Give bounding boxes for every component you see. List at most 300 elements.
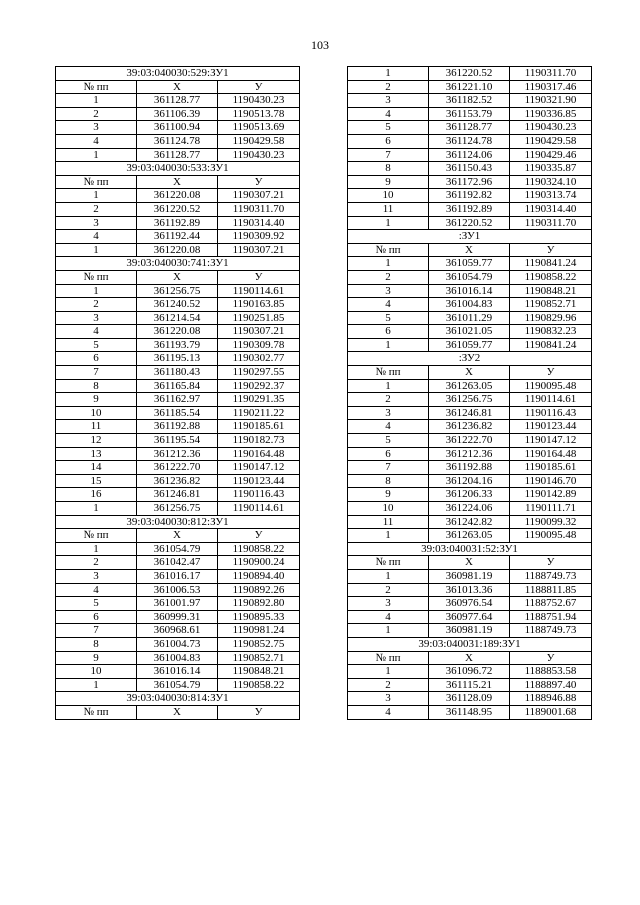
point-number: 4 bbox=[348, 610, 429, 624]
x-coordinate: 361220.52 bbox=[429, 67, 510, 81]
x-coordinate: 361150.43 bbox=[429, 162, 510, 176]
point-number: 4 bbox=[56, 325, 137, 339]
y-coordinate: 1188752.67 bbox=[510, 597, 592, 611]
x-coordinate: 361013.36 bbox=[429, 583, 510, 597]
coordinate-row bbox=[56, 134, 300, 148]
point-number: 3 bbox=[56, 569, 137, 583]
point-number: 4 bbox=[56, 230, 137, 244]
y-coordinate: 1190430.23 bbox=[218, 94, 300, 108]
header-number: № пп bbox=[56, 175, 137, 189]
point-number: 1 bbox=[348, 665, 429, 679]
x-coordinate: 361256.75 bbox=[429, 393, 510, 407]
coordinate-row bbox=[56, 216, 300, 230]
y-coordinate: 1190892.80 bbox=[218, 597, 300, 611]
y-coordinate: 1190321.90 bbox=[510, 94, 592, 108]
coordinate-row bbox=[56, 379, 300, 393]
point-number: 2 bbox=[56, 107, 137, 121]
parcel-title-row bbox=[56, 162, 300, 176]
header-x: Х bbox=[137, 705, 218, 719]
coordinate-row bbox=[348, 624, 592, 638]
point-number: 6 bbox=[56, 352, 137, 366]
parcel-title-row bbox=[56, 515, 300, 529]
x-coordinate: 360968.61 bbox=[137, 624, 218, 638]
x-coordinate: 361256.75 bbox=[137, 502, 218, 516]
point-number: 4 bbox=[348, 705, 429, 719]
x-coordinate: 361128.77 bbox=[137, 94, 218, 108]
coordinate-row bbox=[348, 189, 592, 203]
header-number: № пп bbox=[56, 270, 137, 284]
coordinate-row bbox=[56, 366, 300, 380]
coordinate-row bbox=[348, 420, 592, 434]
point-number: 9 bbox=[348, 175, 429, 189]
coordinate-row bbox=[348, 569, 592, 583]
coordinate-row bbox=[348, 474, 592, 488]
point-number: 2 bbox=[348, 393, 429, 407]
y-coordinate: 1190335.87 bbox=[510, 162, 592, 176]
column-header-row bbox=[56, 80, 300, 94]
point-number: 1 bbox=[348, 67, 429, 81]
point-number: 5 bbox=[348, 434, 429, 448]
x-coordinate: 361192.44 bbox=[137, 230, 218, 244]
parcel-title: 39:03:040030:814:ЗУ1 bbox=[56, 692, 300, 706]
y-coordinate: 1190297.55 bbox=[218, 366, 300, 380]
coordinate-row bbox=[348, 393, 592, 407]
x-coordinate: 361006.53 bbox=[137, 583, 218, 597]
point-number: 8 bbox=[56, 379, 137, 393]
point-number: 5 bbox=[56, 338, 137, 352]
point-number: 10 bbox=[348, 502, 429, 516]
y-coordinate: 1190430.23 bbox=[510, 121, 592, 135]
x-coordinate: 361016.14 bbox=[137, 665, 218, 679]
column-header-row bbox=[56, 270, 300, 284]
y-coordinate: 1190095.48 bbox=[510, 529, 592, 543]
coordinate-row bbox=[348, 488, 592, 502]
coordinate-row bbox=[56, 488, 300, 502]
y-coordinate: 1190309.78 bbox=[218, 338, 300, 352]
y-coordinate: 1190307.21 bbox=[218, 189, 300, 203]
coordinate-row bbox=[348, 705, 592, 719]
y-coordinate: 1190513.69 bbox=[218, 121, 300, 135]
coordinate-row bbox=[348, 284, 592, 298]
x-coordinate: 361165.84 bbox=[137, 379, 218, 393]
x-coordinate: 361001.97 bbox=[137, 597, 218, 611]
header-x: Х bbox=[429, 366, 510, 380]
y-coordinate: 1188811.85 bbox=[510, 583, 592, 597]
point-number: 15 bbox=[56, 474, 137, 488]
point-number: 9 bbox=[56, 393, 137, 407]
parcel-title: 39:03:040030:741:ЗУ1 bbox=[56, 257, 300, 271]
column-header-row bbox=[348, 366, 592, 380]
coordinate-row bbox=[348, 325, 592, 339]
x-coordinate: 361096.72 bbox=[429, 665, 510, 679]
x-coordinate: 361193.79 bbox=[137, 338, 218, 352]
x-coordinate: 361016.14 bbox=[429, 284, 510, 298]
coordinate-row bbox=[348, 94, 592, 108]
y-coordinate: 1190146.70 bbox=[510, 474, 592, 488]
header-number: № пп bbox=[348, 556, 429, 570]
coordinate-row bbox=[56, 502, 300, 516]
point-number: 7 bbox=[348, 461, 429, 475]
header-number: № пп bbox=[56, 80, 137, 94]
column-header-row bbox=[56, 705, 300, 719]
header-number: № пп bbox=[348, 651, 429, 665]
coordinate-row bbox=[56, 447, 300, 461]
x-coordinate: 361221.10 bbox=[429, 80, 510, 94]
coordinates-table-left bbox=[55, 66, 300, 720]
parcel-title-row bbox=[56, 692, 300, 706]
point-number: 3 bbox=[56, 216, 137, 230]
y-coordinate: 1190099.32 bbox=[510, 515, 592, 529]
point-number: 3 bbox=[348, 284, 429, 298]
x-coordinate: 361021.05 bbox=[429, 325, 510, 339]
y-coordinate: 1188853.58 bbox=[510, 665, 592, 679]
coordinate-row bbox=[348, 338, 592, 352]
point-number: 10 bbox=[348, 189, 429, 203]
x-coordinate: 361220.52 bbox=[137, 202, 218, 216]
coordinate-row bbox=[56, 665, 300, 679]
x-coordinate: 361206.33 bbox=[429, 488, 510, 502]
parcel-title: :ЗУ2 bbox=[348, 352, 592, 366]
x-coordinate: 361263.05 bbox=[429, 529, 510, 543]
header-x: Х bbox=[429, 556, 510, 570]
y-coordinate: 1190123.44 bbox=[510, 420, 592, 434]
y-coordinate: 1190324.10 bbox=[510, 175, 592, 189]
y-coordinate: 1190302.77 bbox=[218, 352, 300, 366]
y-coordinate: 1189001.68 bbox=[510, 705, 592, 719]
y-coordinate: 1190858.22 bbox=[218, 678, 300, 692]
x-coordinate: 361214.54 bbox=[137, 311, 218, 325]
point-number: 11 bbox=[348, 515, 429, 529]
y-coordinate: 1190182.73 bbox=[218, 434, 300, 448]
coordinate-row bbox=[348, 311, 592, 325]
coordinate-row bbox=[348, 447, 592, 461]
point-number: 6 bbox=[348, 447, 429, 461]
y-coordinate: 1190829.96 bbox=[510, 311, 592, 325]
point-number: 1 bbox=[56, 502, 137, 516]
point-number: 1 bbox=[348, 338, 429, 352]
x-coordinate: 361246.81 bbox=[137, 488, 218, 502]
point-number: 2 bbox=[348, 270, 429, 284]
y-coordinate: 1190116.43 bbox=[218, 488, 300, 502]
y-coordinate: 1190251.85 bbox=[218, 311, 300, 325]
y-coordinate: 1190291.35 bbox=[218, 393, 300, 407]
coordinate-row bbox=[348, 434, 592, 448]
x-coordinate: 361128.09 bbox=[429, 692, 510, 706]
y-coordinate: 1190164.48 bbox=[510, 447, 592, 461]
coordinate-row bbox=[348, 148, 592, 162]
x-coordinate: 361128.77 bbox=[429, 121, 510, 135]
y-coordinate: 1190317.46 bbox=[510, 80, 592, 94]
x-coordinate: 361153.79 bbox=[429, 107, 510, 121]
y-coordinate: 1190895.33 bbox=[218, 610, 300, 624]
x-coordinate: 361106.39 bbox=[137, 107, 218, 121]
parcel-title: :ЗУ1 bbox=[348, 230, 592, 244]
y-coordinate: 1190311.70 bbox=[218, 202, 300, 216]
point-number: 14 bbox=[56, 461, 137, 475]
point-number: 1 bbox=[348, 624, 429, 638]
coordinate-row bbox=[348, 597, 592, 611]
parcel-title-row bbox=[348, 542, 592, 556]
point-number: 9 bbox=[56, 651, 137, 665]
coordinate-row bbox=[348, 121, 592, 135]
y-coordinate: 1190429.46 bbox=[510, 148, 592, 162]
point-number: 8 bbox=[348, 474, 429, 488]
point-number: 4 bbox=[348, 420, 429, 434]
point-number: 1 bbox=[56, 243, 137, 257]
x-coordinate: 360976.54 bbox=[429, 597, 510, 611]
point-number: 7 bbox=[348, 148, 429, 162]
header-y: У bbox=[510, 651, 592, 665]
coordinate-row bbox=[56, 298, 300, 312]
x-coordinate: 361220.52 bbox=[429, 216, 510, 230]
coordinate-row bbox=[56, 202, 300, 216]
y-coordinate: 1190095.48 bbox=[510, 379, 592, 393]
point-number: 1 bbox=[348, 379, 429, 393]
coordinate-row bbox=[348, 665, 592, 679]
coordinate-row bbox=[56, 148, 300, 162]
y-coordinate: 1190142.89 bbox=[510, 488, 592, 502]
coordinate-row bbox=[56, 542, 300, 556]
x-coordinate: 361192.89 bbox=[137, 216, 218, 230]
point-number: 8 bbox=[56, 637, 137, 651]
x-coordinate: 360999.31 bbox=[137, 610, 218, 624]
y-coordinate: 1188751.94 bbox=[510, 610, 592, 624]
y-coordinate: 1190430.23 bbox=[218, 148, 300, 162]
y-coordinate: 1190429.58 bbox=[218, 134, 300, 148]
x-coordinate: 361011.29 bbox=[429, 311, 510, 325]
coordinate-row bbox=[348, 80, 592, 94]
x-coordinate: 361192.89 bbox=[429, 202, 510, 216]
coordinate-row bbox=[348, 270, 592, 284]
parcel-title: 39:03:040030:812:ЗУ1 bbox=[56, 515, 300, 529]
coordinate-row bbox=[348, 298, 592, 312]
x-coordinate: 361192.88 bbox=[429, 461, 510, 475]
point-number: 4 bbox=[56, 134, 137, 148]
header-x: Х bbox=[137, 80, 218, 94]
header-y: У bbox=[218, 270, 300, 284]
x-coordinate: 361042.47 bbox=[137, 556, 218, 570]
point-number: 9 bbox=[348, 488, 429, 502]
coordinate-row bbox=[56, 325, 300, 339]
point-number: 2 bbox=[56, 298, 137, 312]
x-coordinate: 361182.52 bbox=[429, 94, 510, 108]
header-y: У bbox=[510, 556, 592, 570]
point-number: 7 bbox=[56, 366, 137, 380]
point-number: 5 bbox=[348, 311, 429, 325]
x-coordinate: 361236.82 bbox=[137, 474, 218, 488]
y-coordinate: 1190114.61 bbox=[218, 502, 300, 516]
coordinate-row bbox=[56, 107, 300, 121]
coordinate-row bbox=[56, 338, 300, 352]
y-coordinate: 1190164.48 bbox=[218, 447, 300, 461]
coordinate-row bbox=[56, 474, 300, 488]
y-coordinate: 1190311.70 bbox=[510, 216, 592, 230]
page-number: 103 bbox=[311, 38, 329, 52]
x-coordinate: 360981.19 bbox=[429, 624, 510, 638]
point-number: 2 bbox=[56, 202, 137, 216]
x-coordinate: 361162.97 bbox=[137, 393, 218, 407]
y-coordinate: 1190848.21 bbox=[510, 284, 592, 298]
header-x: Х bbox=[137, 529, 218, 543]
x-coordinate: 361004.83 bbox=[429, 298, 510, 312]
coordinate-row bbox=[56, 637, 300, 651]
x-coordinate: 361004.73 bbox=[137, 637, 218, 651]
y-coordinate: 1190311.70 bbox=[510, 67, 592, 81]
y-coordinate: 1190307.21 bbox=[218, 325, 300, 339]
coordinate-row bbox=[348, 678, 592, 692]
point-number: 1 bbox=[56, 94, 137, 108]
point-number: 6 bbox=[56, 610, 137, 624]
parcel-title-row bbox=[348, 637, 592, 651]
point-number: 1 bbox=[348, 529, 429, 543]
point-number: 3 bbox=[348, 692, 429, 706]
parcel-title: 39:03:040031:189:ЗУ1 bbox=[348, 637, 592, 651]
y-coordinate: 1190858.22 bbox=[218, 542, 300, 556]
coordinate-row bbox=[56, 94, 300, 108]
x-coordinate: 361180.43 bbox=[137, 366, 218, 380]
y-coordinate: 1190314.40 bbox=[218, 216, 300, 230]
x-coordinate: 361195.13 bbox=[137, 352, 218, 366]
header-x: Х bbox=[137, 175, 218, 189]
y-coordinate: 1190185.61 bbox=[510, 461, 592, 475]
y-coordinate: 1190307.21 bbox=[218, 243, 300, 257]
header-x: Х bbox=[429, 243, 510, 257]
header-x: Х bbox=[429, 651, 510, 665]
column-header-row bbox=[348, 243, 592, 257]
y-coordinate: 1188946.88 bbox=[510, 692, 592, 706]
y-coordinate: 1190114.61 bbox=[218, 284, 300, 298]
coordinate-row bbox=[56, 311, 300, 325]
coordinate-row bbox=[348, 461, 592, 475]
coordinate-row bbox=[56, 610, 300, 624]
x-coordinate: 361263.05 bbox=[429, 379, 510, 393]
point-number: 6 bbox=[348, 325, 429, 339]
parcel-title-row bbox=[348, 352, 592, 366]
point-number: 5 bbox=[56, 597, 137, 611]
y-coordinate: 1190894.40 bbox=[218, 569, 300, 583]
point-number: 1 bbox=[56, 189, 137, 203]
y-coordinate: 1190116.43 bbox=[510, 406, 592, 420]
point-number: 4 bbox=[56, 583, 137, 597]
x-coordinate: 361100.94 bbox=[137, 121, 218, 135]
point-number: 1 bbox=[348, 569, 429, 583]
point-number: 10 bbox=[56, 665, 137, 679]
x-coordinate: 361059.77 bbox=[429, 338, 510, 352]
header-y: У bbox=[218, 529, 300, 543]
coordinate-row bbox=[56, 583, 300, 597]
y-coordinate: 1190852.71 bbox=[218, 651, 300, 665]
y-coordinate: 1190892.26 bbox=[218, 583, 300, 597]
x-coordinate: 361222.70 bbox=[429, 434, 510, 448]
x-coordinate: 361242.82 bbox=[429, 515, 510, 529]
point-number: 8 bbox=[348, 162, 429, 176]
y-coordinate: 1190841.24 bbox=[510, 338, 592, 352]
coordinate-row bbox=[348, 692, 592, 706]
point-number: 6 bbox=[348, 134, 429, 148]
x-coordinate: 361185.54 bbox=[137, 406, 218, 420]
point-number: 3 bbox=[56, 121, 137, 135]
y-coordinate: 1190429.58 bbox=[510, 134, 592, 148]
column-header-row bbox=[348, 556, 592, 570]
coordinates-table-right bbox=[347, 66, 592, 720]
point-number: 3 bbox=[348, 406, 429, 420]
coordinate-row bbox=[56, 597, 300, 611]
y-coordinate: 1190832.23 bbox=[510, 325, 592, 339]
y-coordinate: 1190858.22 bbox=[510, 270, 592, 284]
point-number: 11 bbox=[56, 420, 137, 434]
y-coordinate: 1188749.73 bbox=[510, 624, 592, 638]
x-coordinate: 361212.36 bbox=[137, 447, 218, 461]
coordinate-row bbox=[348, 175, 592, 189]
point-number: 10 bbox=[56, 406, 137, 420]
x-coordinate: 361204.16 bbox=[429, 474, 510, 488]
coordinate-row bbox=[56, 434, 300, 448]
y-coordinate: 1190852.75 bbox=[218, 637, 300, 651]
x-coordinate: 361128.77 bbox=[137, 148, 218, 162]
point-number: 3 bbox=[348, 597, 429, 611]
x-coordinate: 361222.70 bbox=[137, 461, 218, 475]
x-coordinate: 361004.83 bbox=[137, 651, 218, 665]
x-coordinate: 361212.36 bbox=[429, 447, 510, 461]
x-coordinate: 361192.82 bbox=[429, 189, 510, 203]
coordinate-row bbox=[56, 678, 300, 692]
header-number: № пп bbox=[348, 243, 429, 257]
x-coordinate: 361016.17 bbox=[137, 569, 218, 583]
header-y: У bbox=[218, 80, 300, 94]
parcel-title-row bbox=[56, 67, 300, 81]
y-coordinate: 1190841.24 bbox=[510, 257, 592, 271]
coordinate-row bbox=[348, 202, 592, 216]
y-coordinate: 1190314.40 bbox=[510, 202, 592, 216]
coordinate-row bbox=[348, 257, 592, 271]
coordinate-row bbox=[348, 67, 592, 81]
y-coordinate: 1188749.73 bbox=[510, 569, 592, 583]
header-number: № пп bbox=[56, 705, 137, 719]
point-number: 3 bbox=[56, 311, 137, 325]
parcel-title: 39:03:040030:533:ЗУ1 bbox=[56, 162, 300, 176]
x-coordinate: 361195.54 bbox=[137, 434, 218, 448]
point-number: 2 bbox=[348, 583, 429, 597]
x-coordinate: 361148.95 bbox=[429, 705, 510, 719]
coordinate-row bbox=[348, 379, 592, 393]
coordinate-row bbox=[56, 189, 300, 203]
coordinate-row bbox=[348, 502, 592, 516]
column-header-row bbox=[348, 651, 592, 665]
coordinate-row bbox=[56, 393, 300, 407]
x-coordinate: 361220.08 bbox=[137, 243, 218, 257]
column-header-row bbox=[56, 529, 300, 543]
coordinate-row bbox=[348, 134, 592, 148]
coordinate-row bbox=[348, 610, 592, 624]
y-coordinate: 1190852.71 bbox=[510, 298, 592, 312]
parcel-title: 39:03:040031:52:ЗУ1 bbox=[348, 542, 592, 556]
coordinate-row bbox=[348, 515, 592, 529]
x-coordinate: 361124.78 bbox=[429, 134, 510, 148]
coordinate-row bbox=[56, 243, 300, 257]
coordinate-row bbox=[348, 162, 592, 176]
point-number: 11 bbox=[348, 202, 429, 216]
coordinate-row bbox=[56, 624, 300, 638]
y-coordinate: 1190292.37 bbox=[218, 379, 300, 393]
coordinate-row bbox=[348, 583, 592, 597]
coordinate-row bbox=[56, 406, 300, 420]
point-number: 7 bbox=[56, 624, 137, 638]
y-coordinate: 1190163.85 bbox=[218, 298, 300, 312]
x-coordinate: 361240.52 bbox=[137, 298, 218, 312]
parcel-title-row bbox=[56, 257, 300, 271]
x-coordinate: 361220.08 bbox=[137, 325, 218, 339]
x-coordinate: 361246.81 bbox=[429, 406, 510, 420]
